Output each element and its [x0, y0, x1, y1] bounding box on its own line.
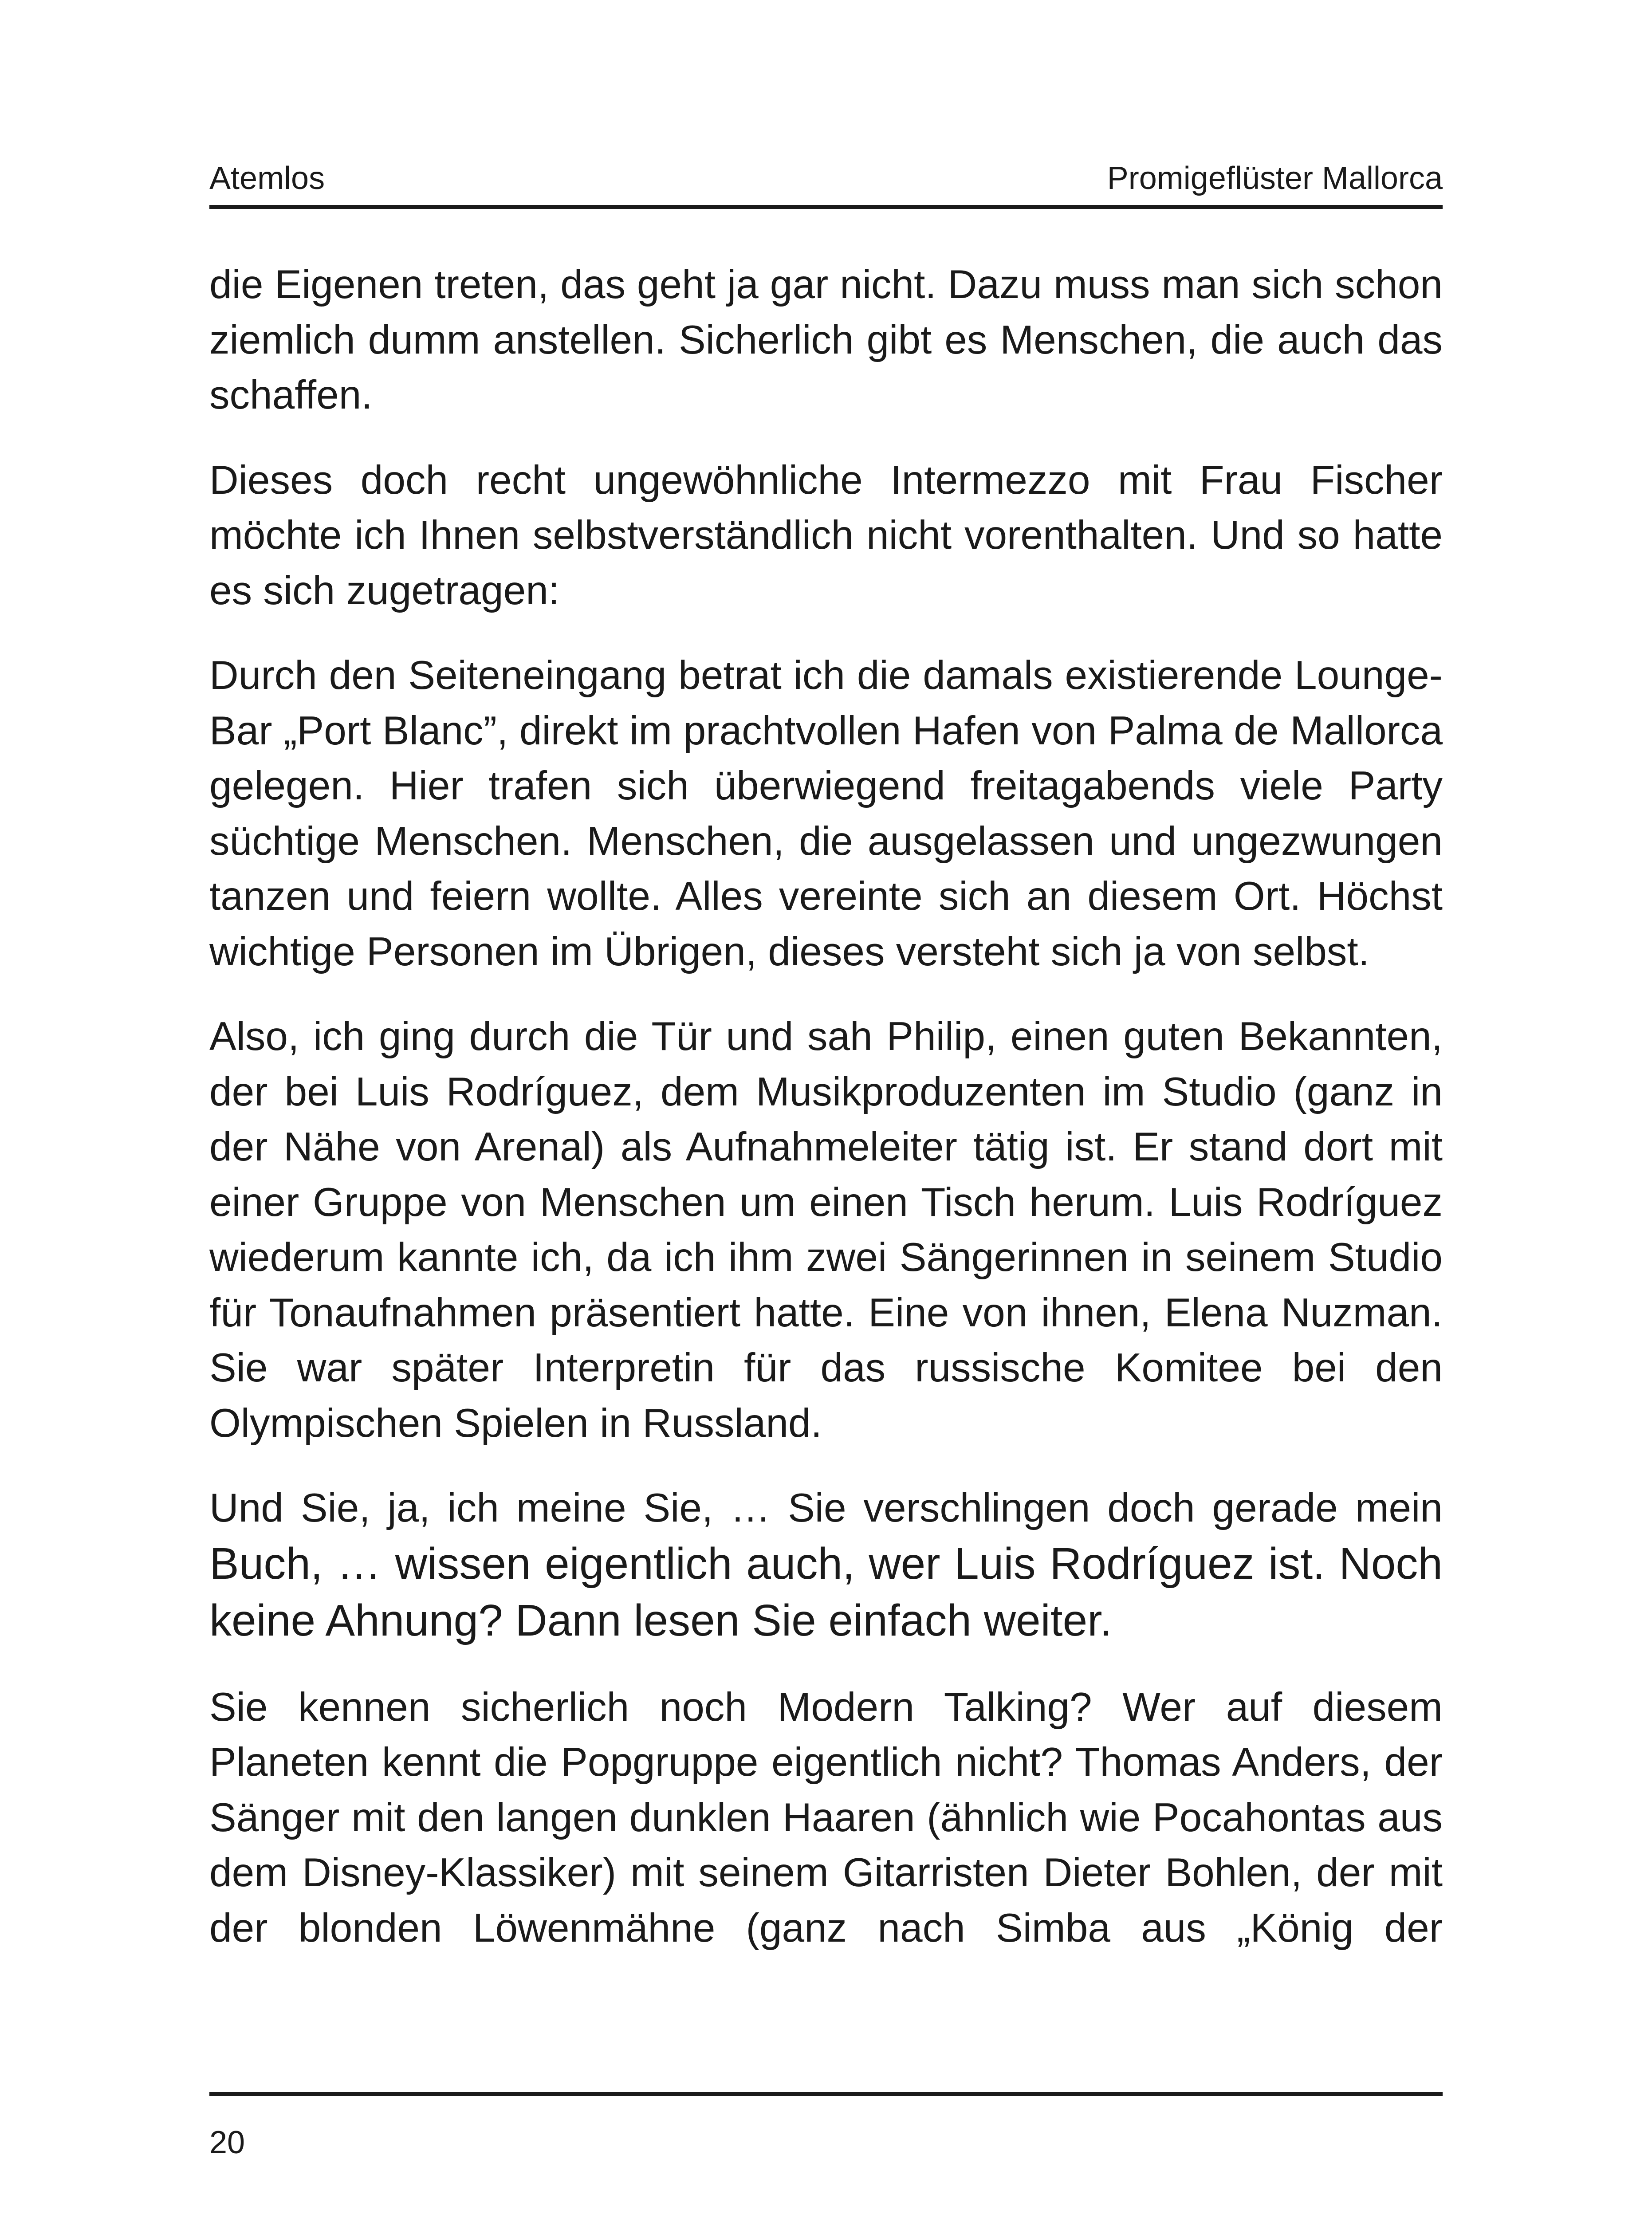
- footer-rule: [209, 2092, 1443, 2096]
- paragraph: Durch den Seiteneingang betrat ich die damals existierende Lounge-Bar „Port Blanc”, direkt im prachtvollen Hafen von Palma de Mallorca gelegen. Hier trafen sich überwiegend freitagabends viele Party süchtige Menschen. Menschen, die ausgelassen und ungezwungen tanzen und feiern wollte. Alles vereinte sich an diesem Ort. Höchst wichtige Personen im Übrigen, dieses versteht sich ja von selbst.: [209, 653, 1443, 974]
- paragraph: Also, ich ging durch die Tür und sah Philip, einen guten Bekannten, der bei Luis Rodríguez, dem Musikproduzenten im Studio (ganz in der Nähe von Arenal) als Aufnahmeleiter tätig ist. Er stand dort mit einer Gruppe von Menschen um einen Tisch herum. Luis Rodríguez wiederum kannte ich, da ich ihm zwei Sängerinnen in seinem Studio für Tonaufnahmen präsentiert hatte. Eine von ihnen, Elena Nuzman. Sie war später Interpretin für das russische Komitee bei den Olympischen Spielen in Russland.: [209, 1014, 1443, 1446]
- paragraph-normal-part: Und Sie, ja, ich meine Sie, … Sie verschlingen doch gerade mein: [209, 1486, 1443, 1530]
- header-chapter-title: Promigeflüster Mallorca: [1107, 161, 1443, 196]
- paragraph-continued: Sie kennen sicherlich noch Modern Talking? Wer auf diesem Planeten kennt die Popgruppe eigentlich nicht? Thomas Anders, der Sänger mit den langen dunklen Haaren (ähnlich wie Pocahontas aus dem Disney-Klassiker) mit seinem Gitarristen Dieter Bohlen, der mit der blonden Löwenmähne (ganz nach Simba aus „König der: [209, 1684, 1443, 1951]
- paragraph: die Eigenen treten, das geht ja gar nicht. Dazu muss man sich schon ziemlich dumm anstellen. Sicherlich gibt es Menschen, die auch das schaffen.: [209, 262, 1443, 417]
- header-book-title: Atemlos: [209, 161, 325, 196]
- paragraph: Dieses doch recht ungewöhnliche Intermezzo mit Frau Fischer möchte ich Ihnen selbstverständlich nicht vorenthalten. Und so hatte es sich zugetragen:: [209, 457, 1443, 613]
- paragraph-large-part: Buch, … wissen eigentlich auch, wer Luis Rodríguez ist. Noch keine Ahnung? Dann lesen Sie einfach weiter.: [209, 1538, 1443, 1645]
- page-number: 20: [209, 2125, 245, 2160]
- paragraph-mixed-size: [209, 1481, 1443, 1650]
- running-header: [209, 156, 1443, 201]
- body-text: [209, 257, 1443, 1986]
- header-rule: [209, 205, 1443, 209]
